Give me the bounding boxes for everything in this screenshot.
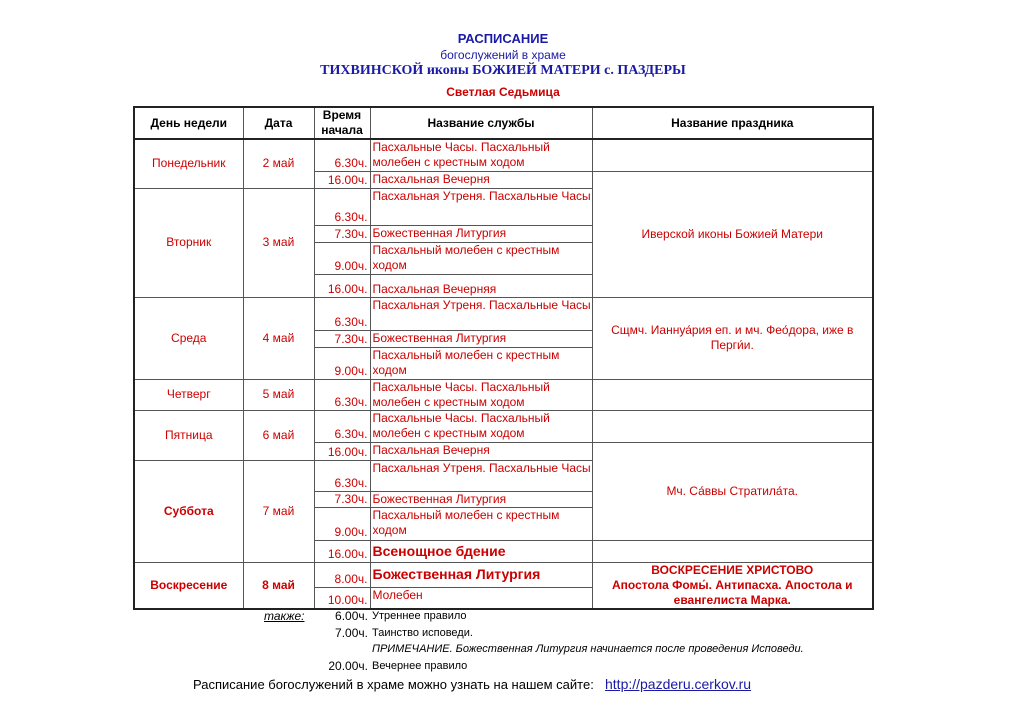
service-cell: Пасхальная Вечерняя	[370, 274, 592, 297]
page-subtitle: богослужений в храме	[440, 48, 566, 62]
feast-cell	[592, 379, 873, 410]
day-cell: Вторник	[134, 188, 243, 297]
col-day: День недели	[134, 107, 243, 139]
service-cell: Пасхальный молебен с крестным ходом	[370, 507, 592, 540]
schedule-table	[133, 106, 874, 610]
date-cell: 5 май	[243, 379, 314, 410]
rule-text: Вечернее правило	[372, 660, 468, 672]
date-cell: 3 май	[243, 188, 314, 297]
service-cell: Божественная Литургия	[370, 330, 592, 347]
date-cell: 7 май	[243, 460, 314, 562]
time-cell: 8.00ч.	[314, 562, 370, 588]
table-row	[134, 562, 873, 588]
service-cell: Пасхальная Утреня. Пасхальные Часы	[370, 188, 592, 225]
date-cell: 8 май	[243, 562, 314, 609]
feast-sunday-line: евангелиста Марка.	[673, 592, 791, 607]
time-cell: 7.30ч.	[314, 330, 370, 347]
time-cell: 9.00ч.	[314, 242, 370, 274]
col-time: Время начала	[314, 107, 370, 139]
table-row	[134, 139, 873, 171]
church-name: ТИХВИНСКОЙ иконы БОЖИЕЙ МАТЕРИ с. ПАЗДЕРЫ	[320, 63, 686, 78]
day-cell: Пятница	[134, 410, 243, 460]
col-date: Дата	[243, 107, 314, 139]
service-cell: Всенощное бдение	[370, 540, 592, 562]
time-cell: 7.30ч.	[314, 491, 370, 507]
time-cell: 16.00ч.	[314, 540, 370, 562]
rule-text: Утреннее правило	[372, 610, 467, 622]
table-row	[134, 297, 873, 330]
time-cell: 6.30ч.	[314, 410, 370, 442]
time-cell: 6.30ч.	[314, 297, 370, 330]
also-label: также:	[264, 609, 305, 623]
feast-sunday-line: Апостола Фомы́. Антипасха. Апостола и	[612, 577, 853, 592]
table-row	[134, 379, 873, 410]
time-cell: 16.00ч.	[314, 171, 370, 188]
site-text: Расписание богослужений в храме можно узнать на нашем сайте:	[193, 677, 594, 692]
feast-cell	[592, 410, 873, 442]
site-link[interactable]: http://pazderu.cerkov.ru	[605, 676, 752, 692]
day-cell: Четверг	[134, 379, 243, 410]
service-cell: Пасхальная Утреня. Пасхальные Часы	[370, 297, 592, 330]
service-cell: Молебен	[370, 588, 592, 609]
date-cell: 4 май	[243, 297, 314, 379]
time-cell: 6.30ч.	[314, 379, 370, 410]
time-cell: 7.30ч.	[314, 225, 370, 242]
service-cell: Пасхальная Утреня. Пасхальные Часы	[370, 460, 592, 491]
service-cell: Пасхальная Вечерня	[370, 171, 592, 188]
date-cell: 2 май	[243, 139, 314, 188]
service-cell: Пасхальные Часы. Пасхальный молебен с крестным ходом	[370, 139, 592, 171]
service-cell: Пасхальный молебен с крестным ходом	[370, 347, 592, 379]
date-cell: 6 май	[243, 410, 314, 460]
table-header-row	[134, 107, 873, 139]
day-cell: Воскресение	[134, 562, 243, 609]
service-cell: Божественная Литургия	[370, 491, 592, 507]
rule-text: Таинство исповеди.	[372, 627, 473, 639]
time-cell: 9.00ч.	[314, 347, 370, 379]
feast-cell	[592, 139, 873, 171]
service-cell: Пасхальные Часы. Пасхальный молебен с крестным ходом	[370, 410, 592, 442]
note-text: ПРИМЕЧАНИЕ. Божественная Литургия начинается после проведения Исповеди.	[372, 643, 804, 655]
time-cell: 10.00ч.	[314, 588, 370, 609]
col-feast: Название праздника	[592, 107, 873, 139]
feast-cell: Иверской иконы Божией Матери	[592, 171, 873, 297]
time-cell: 16.00ч.	[314, 442, 370, 460]
service-cell: Божественная Литургия	[370, 225, 592, 242]
time-cell: 6.30ч.	[314, 188, 370, 225]
feast-sunday-title: ВОСКРЕСЕНИЕ ХРИСТОВО	[651, 562, 814, 577]
col-service: Название службы	[370, 107, 592, 139]
table-row	[134, 410, 873, 442]
day-cell: Понедельник	[134, 139, 243, 188]
day-cell: Суббота	[134, 460, 243, 562]
week-title: Светлая Седьмица	[446, 85, 560, 99]
feast-cell: Мч. Са́ввы Стратила́та.	[592, 442, 873, 540]
rule-time: 20.00ч.	[328, 659, 368, 673]
time-cell: 6.30ч.	[314, 139, 370, 171]
feast-cell	[592, 562, 873, 609]
page-title: РАСПИСАНИЕ	[457, 31, 549, 46]
time-cell: 9.00ч.	[314, 507, 370, 540]
feast-cell: Сщмч. Ианнуа́рия еп. и мч. Фео́дора, иже в Перги́и.	[592, 297, 873, 379]
service-cell: Пасхальная Вечерня	[370, 442, 592, 460]
rule-time: 7.00ч.	[335, 626, 368, 640]
service-cell: Пасхальный молебен с крестным ходом	[370, 242, 592, 274]
time-cell: 6.30ч.	[314, 460, 370, 491]
day-cell: Среда	[134, 297, 243, 379]
rule-time: 6.00ч.	[335, 609, 368, 623]
time-cell: 16.00ч.	[314, 274, 370, 297]
service-cell: Пасхальные Часы. Пасхальный молебен с крестным ходом	[370, 379, 592, 410]
service-cell: Божественная Литургия	[370, 562, 592, 588]
